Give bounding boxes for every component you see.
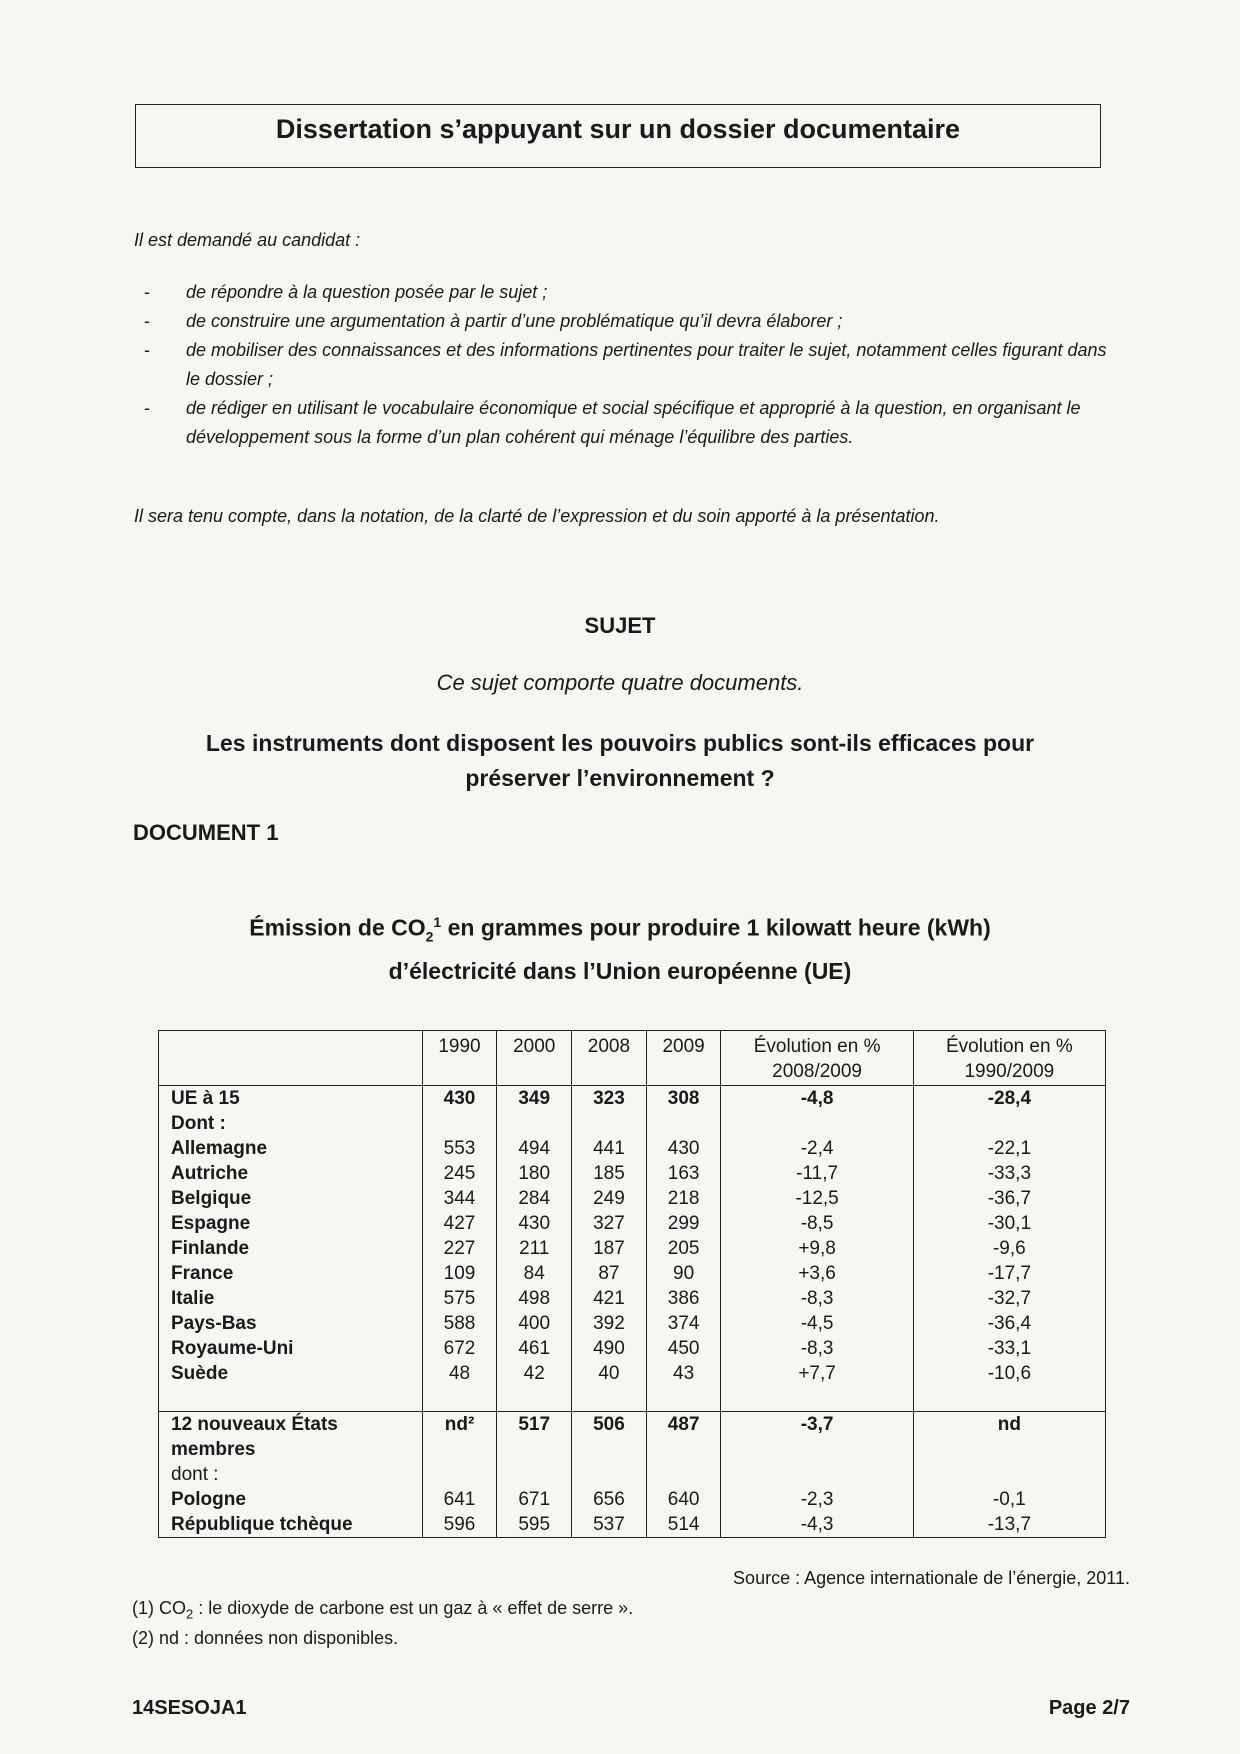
value-cell: 109: [422, 1261, 497, 1286]
dash-bullet: -: [144, 398, 150, 418]
value-cell: 185: [572, 1161, 647, 1186]
table-row: [159, 1211, 1106, 1236]
value-cell: [497, 1462, 572, 1487]
table-row: [159, 1236, 1106, 1261]
instructions-list: [134, 278, 1124, 452]
value-cell: 218: [646, 1186, 721, 1211]
row-label: Royaume-Uni: [159, 1336, 423, 1361]
value-cell: 517: [497, 1412, 572, 1463]
value-cell: -0,1: [913, 1487, 1105, 1512]
value-cell: +3,6: [721, 1261, 913, 1286]
value-cell: 392: [572, 1311, 647, 1336]
value-cell: 349: [497, 1086, 572, 1112]
value-cell: [721, 1111, 913, 1136]
subject-subheading: Ce sujet comporte quatre documents.: [436, 670, 804, 695]
value-cell: -36,7: [913, 1186, 1105, 1211]
subject-heading: SUJET: [584, 613, 656, 638]
value-cell: -4,5: [721, 1311, 913, 1336]
value-cell: -10,6: [913, 1361, 1105, 1386]
table-row: [159, 1361, 1106, 1386]
value-cell: -17,7: [913, 1261, 1105, 1286]
value-cell: nd²: [422, 1412, 497, 1463]
value-cell: [572, 1386, 647, 1412]
value-cell: 450: [646, 1336, 721, 1361]
table-header-row: [159, 1031, 1106, 1086]
value-cell: -33,1: [913, 1336, 1105, 1361]
value-cell: 671: [497, 1487, 572, 1512]
value-cell: 430: [422, 1086, 497, 1112]
table-row: [159, 1136, 1106, 1161]
value-cell: -30,1: [913, 1211, 1105, 1236]
value-cell: [646, 1386, 721, 1412]
value-cell: [572, 1462, 647, 1487]
instruction-item: - de mobiliser des connaissances et des informations pertinentes pour traiter le sujet, notamment celles figurant dans le dossier ;: [134, 336, 1124, 394]
value-cell: 430: [646, 1136, 721, 1161]
value-cell: -33,3: [913, 1161, 1105, 1186]
value-cell: [913, 1111, 1105, 1136]
table-row: [159, 1186, 1106, 1211]
value-cell: -8,3: [721, 1336, 913, 1361]
value-cell: 374: [646, 1311, 721, 1336]
table-row: [159, 1311, 1106, 1336]
value-cell: 249: [572, 1186, 647, 1211]
dash-bullet: -: [144, 282, 150, 302]
value-cell: 553: [422, 1136, 497, 1161]
value-cell: 227: [422, 1236, 497, 1261]
value-cell: 672: [422, 1336, 497, 1361]
value-cell: 40: [572, 1361, 647, 1386]
value-cell: 421: [572, 1286, 647, 1311]
value-cell: [422, 1386, 497, 1412]
row-label: Autriche: [159, 1161, 423, 1186]
table-row: [159, 1512, 1106, 1538]
value-cell: 575: [422, 1286, 497, 1311]
value-cell: 284: [497, 1186, 572, 1211]
value-cell: [913, 1386, 1105, 1412]
value-cell: 48: [422, 1361, 497, 1386]
row-label: [159, 1386, 423, 1412]
value-cell: 84: [497, 1261, 572, 1286]
row-label: Allemagne: [159, 1136, 423, 1161]
table-row: [159, 1161, 1106, 1186]
value-cell: 344: [422, 1186, 497, 1211]
instruction-item: - de construire une argumentation à partir d’une problématique qu’il devra élaborer ;: [134, 307, 1124, 336]
value-cell: [913, 1462, 1105, 1487]
value-cell: 514: [646, 1512, 721, 1538]
value-cell: -4,8: [721, 1086, 913, 1112]
value-cell: [721, 1462, 913, 1487]
row-label: Espagne: [159, 1211, 423, 1236]
row-label: Dont :: [159, 1111, 423, 1136]
value-cell: +7,7: [721, 1361, 913, 1386]
table-row: [159, 1386, 1106, 1412]
value-cell: 308: [646, 1086, 721, 1112]
row-label: dont :: [159, 1462, 423, 1487]
value-cell: 245: [422, 1161, 497, 1186]
value-cell: 640: [646, 1487, 721, 1512]
exam-code: 14SESOJA1: [132, 1697, 247, 1719]
value-cell: -3,7: [721, 1412, 913, 1463]
table-row: [159, 1412, 1106, 1463]
value-cell: [497, 1111, 572, 1136]
header-cell: Évolution en % 1990/2009: [913, 1031, 1105, 1086]
value-cell: -13,7: [913, 1512, 1105, 1538]
value-cell: 90: [646, 1261, 721, 1286]
value-cell: -9,6: [913, 1236, 1105, 1261]
value-cell: -36,4: [913, 1311, 1105, 1336]
table-row: [159, 1261, 1106, 1286]
value-cell: 323: [572, 1086, 647, 1112]
table-row: [159, 1336, 1106, 1361]
footnote-2: (2) nd : données non disponibles.: [132, 1628, 399, 1648]
instructions-note: Il sera tenu compte, dans la notation, de la clarté de l’expression et du soin apporté à la présentation.: [134, 506, 940, 526]
value-cell: 441: [572, 1136, 647, 1161]
value-cell: -11,7: [721, 1161, 913, 1186]
value-cell: [422, 1111, 497, 1136]
row-label: Belgique: [159, 1186, 423, 1211]
value-cell: -2,4: [721, 1136, 913, 1161]
value-cell: -28,4: [913, 1086, 1105, 1112]
row-label: République tchèque: [159, 1512, 423, 1538]
table-row: [159, 1286, 1106, 1311]
value-cell: -4,3: [721, 1512, 913, 1538]
table-row: [159, 1487, 1106, 1512]
value-cell: 494: [497, 1136, 572, 1161]
value-cell: 327: [572, 1211, 647, 1236]
instruction-item: - de répondre à la question posée par le sujet ;: [134, 278, 1124, 307]
value-cell: 42: [497, 1361, 572, 1386]
value-cell: 87: [572, 1261, 647, 1286]
value-cell: -8,5: [721, 1211, 913, 1236]
value-cell: 299: [646, 1211, 721, 1236]
row-label: Pays-Bas: [159, 1311, 423, 1336]
value-cell: 400: [497, 1311, 572, 1336]
value-cell: 588: [422, 1311, 497, 1336]
value-cell: -22,1: [913, 1136, 1105, 1161]
header-cell: 2008: [572, 1031, 647, 1086]
value-cell: 595: [497, 1512, 572, 1538]
value-cell: 537: [572, 1512, 647, 1538]
instructions-intro: Il est demandé au candidat :: [134, 230, 361, 250]
table-row: [159, 1111, 1106, 1136]
value-cell: [497, 1386, 572, 1412]
value-cell: [646, 1111, 721, 1136]
value-cell: -32,7: [913, 1286, 1105, 1311]
dash-bullet: -: [144, 311, 150, 331]
value-cell: 187: [572, 1236, 647, 1261]
value-cell: 43: [646, 1361, 721, 1386]
instruction-item: - de rédiger en utilisant le vocabulaire économique et social spécifique et approprié à la question, en organisant le développement sous la forme d’un plan cohérent qui ménage l’équilibre des parties.: [134, 394, 1124, 452]
table-title: Émission de $CO_2^1$ en grammes pour produire 1 kilowatt heure (kWh) d’électricité dans l’Union européenne (UE): [249, 914, 991, 985]
row-label: Finlande: [159, 1236, 423, 1261]
row-label: 12 nouveaux États membres: [159, 1412, 423, 1463]
value-cell: [422, 1462, 497, 1487]
value-cell: nd: [913, 1412, 1105, 1463]
row-label: Italie: [159, 1286, 423, 1311]
value-cell: [572, 1111, 647, 1136]
value-cell: 163: [646, 1161, 721, 1186]
value-cell: -8,3: [721, 1286, 913, 1311]
table-row: [159, 1462, 1106, 1487]
value-cell: 506: [572, 1412, 647, 1463]
value-cell: 461: [497, 1336, 572, 1361]
row-label: Pologne: [159, 1487, 423, 1512]
document-label: DOCUMENT 1: [133, 820, 279, 845]
value-cell: 430: [497, 1211, 572, 1236]
value-cell: 487: [646, 1412, 721, 1463]
dash-bullet: -: [144, 340, 150, 360]
value-cell: 596: [422, 1512, 497, 1538]
header-cell: 2000: [497, 1031, 572, 1086]
value-cell: [721, 1386, 913, 1412]
header-cell: Évolution en % 2008/2009: [721, 1031, 913, 1086]
row-label: UE à 15: [159, 1086, 423, 1112]
value-cell: 641: [422, 1487, 497, 1512]
value-cell: 211: [497, 1236, 572, 1261]
value-cell: 656: [572, 1487, 647, 1512]
table-row: [159, 1086, 1106, 1112]
footnote-1: (1) $CO_2$ : le dioxyde de carbone est un gaz à « effet de serre ».: [132, 1598, 634, 1622]
page-number: Page 2/7: [1048, 1697, 1130, 1719]
row-label: Suède: [159, 1361, 423, 1386]
row-label: France: [159, 1261, 423, 1286]
value-cell: 386: [646, 1286, 721, 1311]
source-note: Source : Agence internationale de l’énergie, 2011.: [733, 1568, 1130, 1588]
value-cell: +9,8: [721, 1236, 913, 1261]
value-cell: 427: [422, 1211, 497, 1236]
value-cell: 498: [497, 1286, 572, 1311]
value-cell: 490: [572, 1336, 647, 1361]
header-cell: [159, 1031, 423, 1086]
value-cell: -2,3: [721, 1487, 913, 1512]
value-cell: [646, 1462, 721, 1487]
header-cell: 1990: [422, 1031, 497, 1086]
value-cell: 205: [646, 1236, 721, 1261]
subject-question: Les instruments dont disposent les pouvoirs publics sont-ils efficaces pour préserver l’environnement ?: [205, 730, 1035, 791]
header-cell: 2009: [646, 1031, 721, 1086]
co2-emissions-table: [158, 1030, 1106, 1538]
page-title: Dissertation s’appuyant sur un dossier documentaire: [135, 104, 1101, 168]
value-cell: -12,5: [721, 1186, 913, 1211]
value-cell: 180: [497, 1161, 572, 1186]
